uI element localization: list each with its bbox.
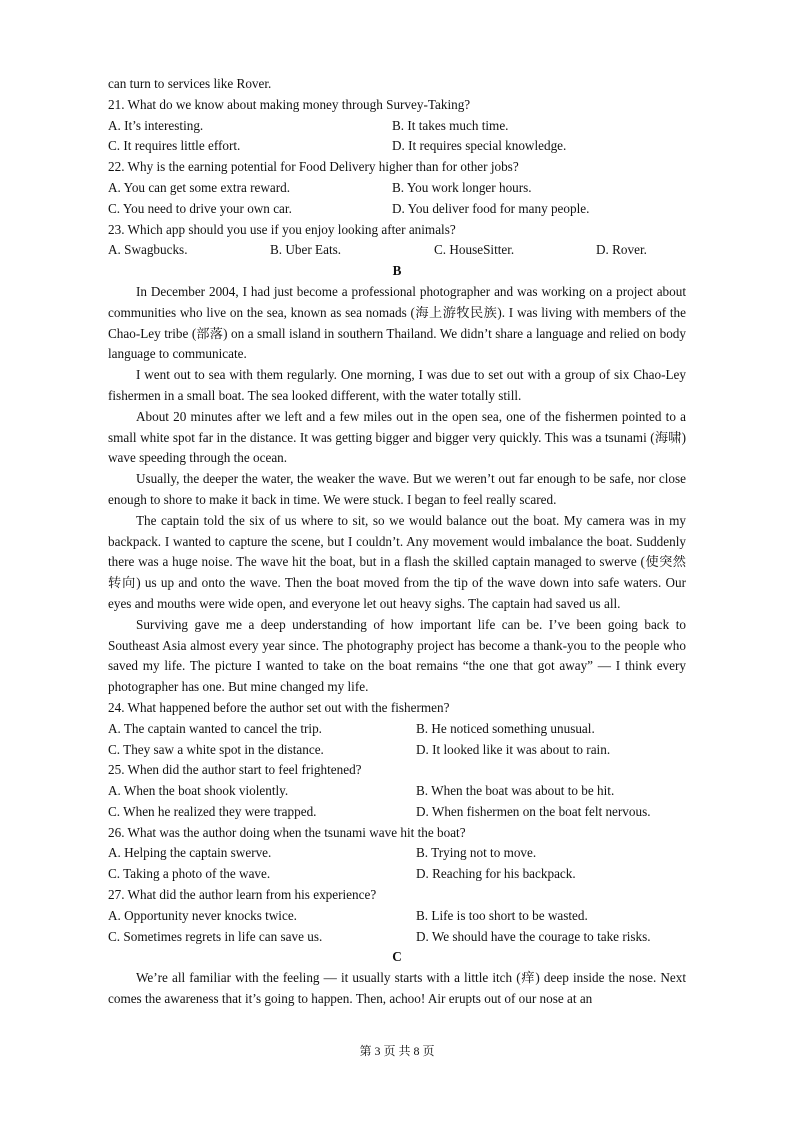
q26-option-d: D. Reaching for his backpack. [416,866,576,882]
q26-options-row1 [108,843,686,864]
q24-options-row2 [108,740,686,761]
q23-options [108,240,686,261]
q22-option-b: B. You work longer hours. [392,179,532,195]
q21-option-c: C. It requires little effort. [108,138,241,154]
intro-tail: can turn to services like Rover. [108,76,272,91]
q23-option-c: C. HouseSitter. [434,242,515,258]
q21-option-b: B. It takes much time. [392,117,509,133]
q26-options-row2 [108,864,686,885]
q27-option-c: C. Sometimes regrets in life can save us. [108,928,323,944]
section-b-heading: B [392,263,402,279]
question-27: 27. What did the author learn from his experience? [108,887,377,903]
passage-b-paragraph: The captain told the six of us where to sit, so we would balance out the boat. My camera was in my backpack. I wanted to capture the scene, but I couldn’t. Any movement would imbalance the boat. Suddenly there was a huge noise. The wave hit the boat, but in a flash the skilled captain managed to swerve (使突然转向) us up and onto the wave. Then the boat moved from the tip of the wave down into safe waters. Our eyes and mouths were wide open, and everyone let out heavy sighs. The captain had saved us all. [108,512,686,611]
section-c-heading: C [392,949,402,965]
q26-option-a: A. Helping the captain swerve. [108,845,272,861]
q27-option-a: A. Opportunity never knocks twice. [108,907,297,923]
q21-option-d: D. It requires special knowledge. [392,138,567,154]
q21-options-row2 [108,136,686,157]
q21-option-a: A. It’s interesting. [108,117,204,133]
q24-option-c: C. They saw a white spot in the distance. [108,741,324,757]
q24-options-row1 [108,719,686,740]
q22-option-c: C. You need to drive your own car. [108,200,292,216]
q23-option-b: B. Uber Eats. [270,242,342,258]
q23-option-a: A. Swagbucks. [108,242,188,258]
q27-option-d: D. We should have the courage to take risks. [416,928,651,944]
q26-option-b: B. Trying not to move. [416,845,537,861]
question-23: 23. Which app should you use if you enjoy looking after animals? [108,221,456,237]
q27-options-row1 [108,906,686,927]
q25-option-a: A. When the boat shook violently. [108,783,289,799]
q24-option-b: B. He noticed something unusual. [416,720,595,736]
q26-option-c: C. Taking a photo of the wave. [108,866,271,882]
question-25: 25. When did the author start to feel frightened? [108,762,362,778]
q22-options-row1 [108,178,686,199]
q27-option-b: B. Life is too short to be wasted. [416,907,588,923]
q25-options-row1 [108,781,686,802]
q24-option-d: D. It looked like it was about to rain. [416,741,611,757]
q25-option-b: B. When the boat was about to be hit. [416,783,615,799]
q25-option-c: C. When he realized they were trapped. [108,803,317,819]
q22-options-row2 [108,199,686,220]
question-24: 24. What happened before the author set out with the fishermen? [108,699,450,715]
q27-options-row2 [108,927,686,948]
passage-b-paragraph: I went out to sea with them regularly. One morning, I was due to set out with a group of six Chao-Ley fishermen in a small boat. The sea looked different, with the water totally still. [108,367,686,403]
passage-b-paragraph: Surviving gave me a deep understanding of how important life can be. I’ve been going back to Southeast Asia almost every year since. The photography project has become a thank-you to the people who saved my life. The picture I wanted to take on the boat remains “the one that got away” — I think every photographer has one. But mine changed my life. [108,616,686,695]
q22-option-a: A. You can get some extra reward. [108,179,291,195]
passage-c-paragraph: We’re all familiar with the feeling — it usually starts with a little itch (痒) deep inside the nose. Next comes the awareness that it’s going to happen. Then, achoo! Air erupts out of our nose at an [108,970,686,1007]
passage-b-paragraph: In December 2004, I had just become a professional photographer and was working on a project about communities who live on the sea, known as sea nomads (海上游牧民族). I was living with members of the Chao-Ley tribe (部落) on a small island in southern Thailand. We didn’t share a language and relied on body language to communicate. [108,283,686,362]
passage-b-paragraph: Usually, the deeper the water, the weaker the wave. But we weren’t out far enough to be safe, nor close enough to shore to make it back in time. We were stuck. I began to feel really scared. [108,471,686,507]
q22-option-d: D. You deliver food for many people. [392,200,590,216]
question-22: 22. Why is the earning potential for Food Delivery higher than for other jobs? [108,159,519,175]
q24-option-a: A. The captain wanted to cancel the trip. [108,720,322,736]
page-footer: 第 3 页 共 8 页 [359,1044,435,1058]
question-26: 26. What was the author doing when the tsunami wave hit the boat? [108,824,466,840]
q25-option-d: D. When fishermen on the boat felt nervous. [416,803,651,819]
q23-option-d: D. Rover. [596,242,647,258]
document-page [108,74,686,1010]
q21-options-row1 [108,116,686,137]
q25-options-row2 [108,802,686,823]
question-21: 21. What do we know about making money through Survey-Taking? [108,96,471,112]
passage-b-paragraph: About 20 minutes after we left and a few miles out in the open sea, one of the fishermen pointed to a small white spot far in the distance. It was getting bigger and bigger very quickly. This was a tsunami (海啸) wave speeding through the ocean. [108,408,686,466]
